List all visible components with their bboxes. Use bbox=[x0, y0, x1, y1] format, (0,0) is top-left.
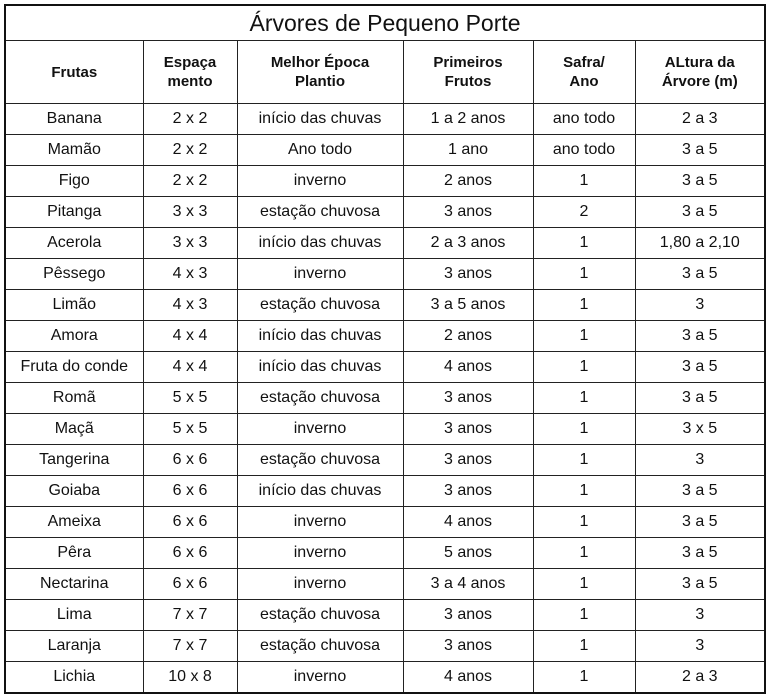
title-row bbox=[5, 5, 765, 41]
fruit-name-cell: Limão bbox=[5, 290, 143, 321]
tree-height-cell: 3 a 5 bbox=[635, 197, 765, 228]
table-row bbox=[5, 104, 765, 135]
fruit-name-cell: Maçã bbox=[5, 414, 143, 445]
harvest-per-year-cell: 1 bbox=[533, 321, 635, 352]
first-fruits-cell: 2 anos bbox=[403, 166, 533, 197]
fruit-name-cell: Romã bbox=[5, 383, 143, 414]
spacing-cell: 5 x 5 bbox=[143, 383, 237, 414]
planting-season-cell: inverno bbox=[237, 166, 403, 197]
harvest-per-year-cell: 1 bbox=[533, 228, 635, 259]
tree-height-cell: 3 a 5 bbox=[635, 569, 765, 600]
harvest-per-year-cell: 1 bbox=[533, 476, 635, 507]
table-row bbox=[5, 445, 765, 476]
table-row bbox=[5, 600, 765, 631]
planting-season-cell: estação chuvosa bbox=[237, 600, 403, 631]
header-row bbox=[5, 41, 765, 104]
tree-height-cell: 2 a 3 bbox=[635, 104, 765, 135]
table-body bbox=[5, 104, 765, 694]
header-line: Frutos bbox=[444, 73, 492, 90]
tree-height-cell: 3 a 5 bbox=[635, 259, 765, 290]
fruit-name-cell: Amora bbox=[5, 321, 143, 352]
planting-season-cell: estação chuvosa bbox=[237, 445, 403, 476]
harvest-per-year-cell: 1 bbox=[533, 538, 635, 569]
harvest-per-year-cell: ano todo bbox=[533, 104, 635, 135]
header-line: Árvore (m) bbox=[661, 73, 738, 90]
first-fruits-cell: 3 anos bbox=[403, 414, 533, 445]
table-row bbox=[5, 631, 765, 662]
tree-height-cell: 3 a 5 bbox=[635, 476, 765, 507]
tree-height-cell: 3 bbox=[635, 600, 765, 631]
header-melhor-epoca-plantio bbox=[237, 41, 403, 104]
spacing-cell: 3 x 3 bbox=[143, 197, 237, 228]
first-fruits-cell: 3 a 4 anos bbox=[403, 569, 533, 600]
first-fruits-cell: 3 anos bbox=[403, 259, 533, 290]
fruit-name-cell: Pêra bbox=[5, 538, 143, 569]
first-fruits-cell: 3 a 5 anos bbox=[403, 290, 533, 321]
planting-season-cell: início das chuvas bbox=[237, 352, 403, 383]
tree-height-cell: 1,80 a 2,10 bbox=[635, 228, 765, 259]
fruit-trees-table bbox=[4, 4, 766, 694]
planting-season-cell: início das chuvas bbox=[237, 104, 403, 135]
table-row bbox=[5, 166, 765, 197]
first-fruits-cell: 3 anos bbox=[403, 197, 533, 228]
fruit-name-cell: Figo bbox=[5, 166, 143, 197]
first-fruits-cell: 3 anos bbox=[403, 600, 533, 631]
header-safra-ano bbox=[533, 41, 635, 104]
first-fruits-cell: 1 a 2 anos bbox=[403, 104, 533, 135]
harvest-per-year-cell: 1 bbox=[533, 166, 635, 197]
spacing-cell: 6 x 6 bbox=[143, 507, 237, 538]
planting-season-cell: estação chuvosa bbox=[237, 290, 403, 321]
header-line: Melhor Época bbox=[270, 54, 370, 71]
harvest-per-year-cell: 1 bbox=[533, 662, 635, 694]
planting-season-cell: inverno bbox=[237, 662, 403, 694]
spacing-cell: 4 x 3 bbox=[143, 290, 237, 321]
planting-season-cell: início das chuvas bbox=[237, 476, 403, 507]
planting-season-cell: inverno bbox=[237, 569, 403, 600]
header-line: Primeiros bbox=[433, 54, 503, 71]
first-fruits-cell: 3 anos bbox=[403, 445, 533, 476]
planting-season-cell: estação chuvosa bbox=[237, 383, 403, 414]
tree-height-cell: 3 a 5 bbox=[635, 352, 765, 383]
table-row bbox=[5, 352, 765, 383]
first-fruits-cell: 4 anos bbox=[403, 352, 533, 383]
first-fruits-cell: 3 anos bbox=[403, 383, 533, 414]
tree-height-cell: 3 bbox=[635, 290, 765, 321]
fruit-name-cell: Fruta do conde bbox=[5, 352, 143, 383]
header-altura-arvore bbox=[635, 41, 765, 104]
first-fruits-cell: 4 anos bbox=[403, 662, 533, 694]
fruit-name-cell: Mamão bbox=[5, 135, 143, 166]
spacing-cell: 10 x 8 bbox=[143, 662, 237, 694]
tree-height-cell: 3 a 5 bbox=[635, 383, 765, 414]
fruit-name-cell: Banana bbox=[5, 104, 143, 135]
spacing-cell: 6 x 6 bbox=[143, 538, 237, 569]
tree-height-cell: 3 bbox=[635, 631, 765, 662]
fruit-name-cell: Lichia bbox=[5, 662, 143, 694]
table-row bbox=[5, 135, 765, 166]
first-fruits-cell: 1 ano bbox=[403, 135, 533, 166]
harvest-per-year-cell: 1 bbox=[533, 414, 635, 445]
tree-height-cell: 3 a 5 bbox=[635, 166, 765, 197]
document bbox=[4, 4, 764, 684]
spacing-cell: 2 x 2 bbox=[143, 166, 237, 197]
planting-season-cell: estação chuvosa bbox=[237, 631, 403, 662]
table-title: Árvores de Pequeno Porte bbox=[5, 5, 765, 41]
tree-height-cell: 3 a 5 bbox=[635, 135, 765, 166]
header-espacamento bbox=[143, 41, 237, 104]
spacing-cell: 7 x 7 bbox=[143, 631, 237, 662]
first-fruits-cell: 2 a 3 anos bbox=[403, 228, 533, 259]
header-line: ALtura da bbox=[664, 54, 735, 71]
spacing-cell: 6 x 6 bbox=[143, 476, 237, 507]
planting-season-cell: inverno bbox=[237, 538, 403, 569]
table-row bbox=[5, 507, 765, 538]
tree-height-cell: 3 a 5 bbox=[635, 321, 765, 352]
fruit-name-cell: Ameixa bbox=[5, 507, 143, 538]
harvest-per-year-cell: 1 bbox=[533, 569, 635, 600]
planting-season-cell: inverno bbox=[237, 414, 403, 445]
harvest-per-year-cell: 1 bbox=[533, 445, 635, 476]
tree-height-cell: 3 a 5 bbox=[635, 507, 765, 538]
header-line: Ano bbox=[569, 73, 599, 90]
table-row bbox=[5, 197, 765, 228]
table-row bbox=[5, 383, 765, 414]
harvest-per-year-cell: 1 bbox=[533, 290, 635, 321]
table-row bbox=[5, 321, 765, 352]
spacing-cell: 4 x 4 bbox=[143, 352, 237, 383]
tree-height-cell: 3 a 5 bbox=[635, 538, 765, 569]
spacing-cell: 6 x 6 bbox=[143, 445, 237, 476]
harvest-per-year-cell: 1 bbox=[533, 352, 635, 383]
harvest-per-year-cell: 1 bbox=[533, 507, 635, 538]
first-fruits-cell: 4 anos bbox=[403, 507, 533, 538]
header-line: Plantio bbox=[294, 73, 345, 90]
harvest-per-year-cell: ano todo bbox=[533, 135, 635, 166]
planting-season-cell: Ano todo bbox=[237, 135, 403, 166]
fruit-name-cell: Pitanga bbox=[5, 197, 143, 228]
first-fruits-cell: 3 anos bbox=[403, 476, 533, 507]
first-fruits-cell: 5 anos bbox=[403, 538, 533, 569]
table-row bbox=[5, 476, 765, 507]
header-line: Espaça bbox=[163, 54, 217, 71]
table-row bbox=[5, 259, 765, 290]
spacing-cell: 7 x 7 bbox=[143, 600, 237, 631]
fruit-name-cell: Laranja bbox=[5, 631, 143, 662]
header-primeiros-frutos bbox=[403, 41, 533, 104]
table-row bbox=[5, 538, 765, 569]
header-line: Safra/ bbox=[563, 54, 605, 71]
tree-height-cell: 3 x 5 bbox=[635, 414, 765, 445]
planting-season-cell: inverno bbox=[237, 259, 403, 290]
table-row bbox=[5, 662, 765, 694]
spacing-cell: 6 x 6 bbox=[143, 569, 237, 600]
fruit-name-cell: Lima bbox=[5, 600, 143, 631]
planting-season-cell: estação chuvosa bbox=[237, 197, 403, 228]
planting-season-cell: inverno bbox=[237, 507, 403, 538]
spacing-cell: 2 x 2 bbox=[143, 135, 237, 166]
planting-season-cell: início das chuvas bbox=[237, 321, 403, 352]
spacing-cell: 4 x 4 bbox=[143, 321, 237, 352]
fruit-name-cell: Tangerina bbox=[5, 445, 143, 476]
harvest-per-year-cell: 1 bbox=[533, 259, 635, 290]
spacing-cell: 2 x 2 bbox=[143, 104, 237, 135]
table-row bbox=[5, 569, 765, 600]
harvest-per-year-cell: 2 bbox=[533, 197, 635, 228]
first-fruits-cell: 2 anos bbox=[403, 321, 533, 352]
first-fruits-cell: 3 anos bbox=[403, 631, 533, 662]
table-row bbox=[5, 414, 765, 445]
header-line: mento bbox=[167, 73, 213, 90]
harvest-per-year-cell: 1 bbox=[533, 600, 635, 631]
table-row bbox=[5, 290, 765, 321]
header-frutas bbox=[5, 41, 143, 104]
harvest-per-year-cell: 1 bbox=[533, 631, 635, 662]
table-row bbox=[5, 228, 765, 259]
spacing-cell: 4 x 3 bbox=[143, 259, 237, 290]
spacing-cell: 5 x 5 bbox=[143, 414, 237, 445]
tree-height-cell: 2 a 3 bbox=[635, 662, 765, 694]
planting-season-cell: início das chuvas bbox=[237, 228, 403, 259]
header-line: Frutas bbox=[51, 63, 98, 81]
fruit-name-cell: Acerola bbox=[5, 228, 143, 259]
fruit-name-cell: Nectarina bbox=[5, 569, 143, 600]
fruit-name-cell: Pêssego bbox=[5, 259, 143, 290]
tree-height-cell: 3 bbox=[635, 445, 765, 476]
fruit-name-cell: Goiaba bbox=[5, 476, 143, 507]
harvest-per-year-cell: 1 bbox=[533, 383, 635, 414]
spacing-cell: 3 x 3 bbox=[143, 228, 237, 259]
